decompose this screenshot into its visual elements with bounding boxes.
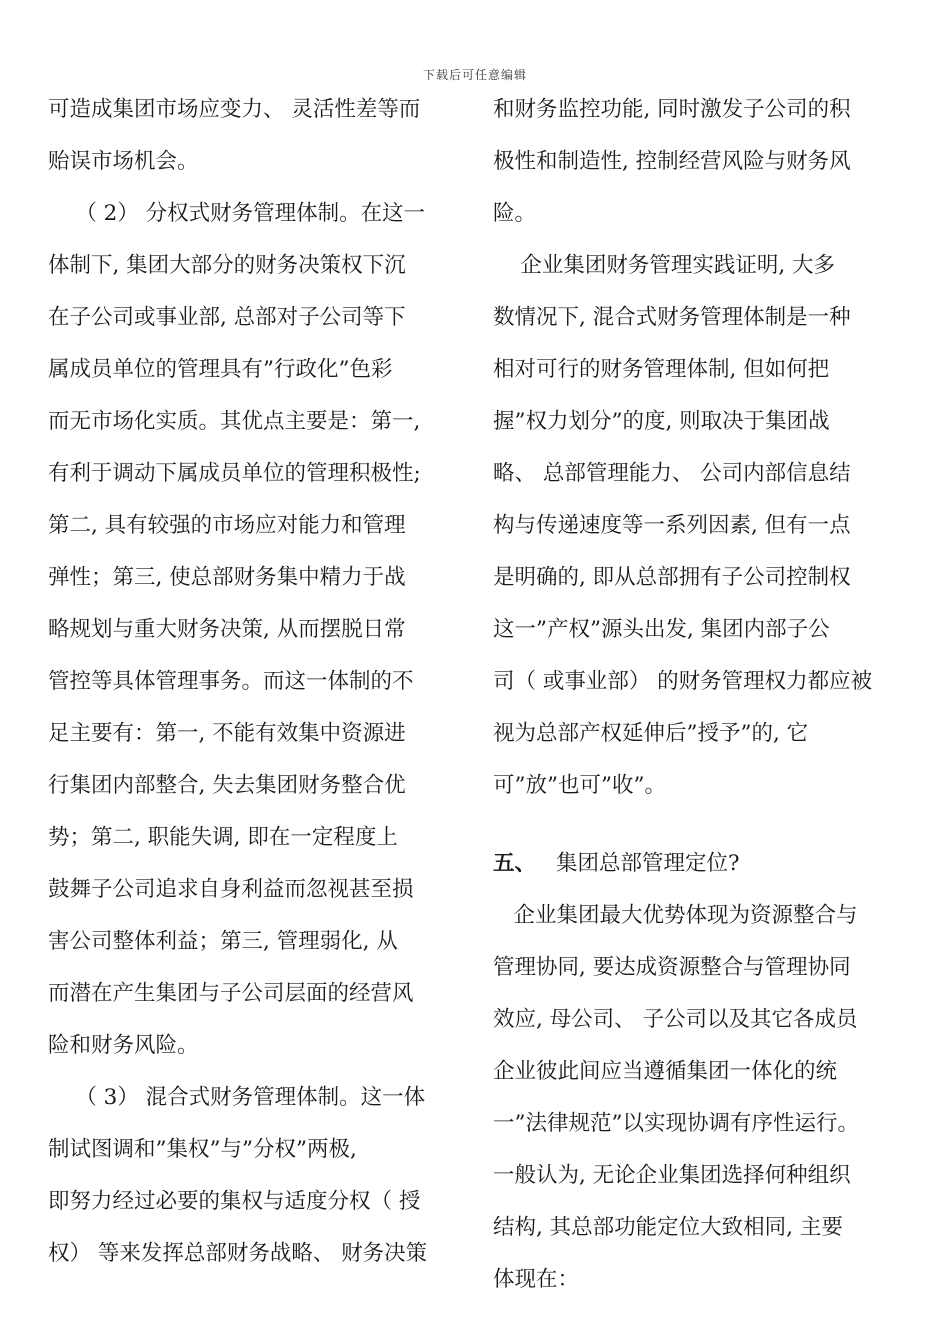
text-line: 势；第二, 职能失调, 即在一定程度上 — [48, 825, 398, 850]
left-column — [48, 84, 456, 1280]
text-line: 可造成集团市场应变力、 灵活性差等而 — [48, 97, 421, 122]
text-line: 企业彼此间应当遵循集团一体化的统 — [493, 1059, 838, 1084]
text-line: 属成员单位的管理具有”行政化”色彩 — [48, 357, 393, 382]
text-line: 害公司整体利益；第三, 管理弱化, 从 — [48, 929, 398, 954]
text-line: 可”放”也可”收”。 — [493, 773, 666, 798]
text-line: 这一”产权”源头出发, 集团内部子公 — [493, 617, 830, 642]
text-line: 有利于调动下属成员单位的管理积极性; — [48, 461, 421, 486]
text-line: 而无市场化实质。其优点主要是：第一, — [48, 409, 421, 434]
text-line: 效应, 母公司、 子公司以及其它各成员 — [493, 1007, 858, 1032]
text-line: 贻误市场机会。 — [48, 149, 199, 174]
text-line: 鼓舞子公司追求自身利益而忽视甚至损 — [48, 877, 414, 902]
text-line: 是明确的, 即从总部拥有子公司控制权 — [493, 565, 851, 590]
text-line: 数情况下, 混合式财务管理体制是一种 — [493, 305, 851, 330]
text-line: 第二, 具有较强的市场应对能力和管理 — [48, 513, 406, 538]
text-line: 握”权力划分”的度, 则取决于集团战 — [493, 409, 830, 434]
text-line: 司（ 或事业部） 的财务管理权力都应被 — [493, 669, 873, 694]
text-line: 弹性；第三, 使总部财务集中精力于战 — [48, 565, 406, 590]
text-line: 相对可行的财务管理体制, 但如何把 — [493, 357, 830, 382]
text-line: 略规划与重大财务决策, 从而摆脱日常 — [48, 617, 406, 642]
text-line: 在子公司或事业部, 总部对子公司等下 — [48, 305, 406, 330]
text-line: 结构, 其总部功能定位大致相同, 主要 — [493, 1215, 843, 1240]
text-line: 一”法律规范”以实现协调有序性运行。 — [493, 1111, 859, 1136]
text-line: 略、 总部管理能力、 公司内部信息结 — [493, 461, 851, 486]
text-line: 构与传递速度等一系列因素, 但有一点 — [493, 513, 851, 538]
text-line: 而潜在产生集团与子公司层面的经营风 — [48, 981, 414, 1006]
section-heading — [493, 838, 903, 890]
text-line: 体制下, 集团大部分的财务决策权下沉 — [48, 253, 406, 278]
text-line: 权） 等来发挥总部财务战略、 财务决策 — [48, 1241, 428, 1266]
text-line: 企业集团财务管理实践证明, 大多 — [493, 253, 836, 278]
text-line: （ 2） 分权式财务管理体制。在这一 — [48, 201, 426, 226]
text-line: 极性和制造性, 控制经营风险与财务风 — [493, 149, 851, 174]
text-line: 即努力经过必要的集权与适度分权（ 授 — [48, 1189, 421, 1214]
text-line: 制试图调和”集权”与”分权”两极, — [48, 1137, 357, 1162]
text-line: 和财务监控功能, 同时激发子公司的积 — [493, 97, 851, 122]
text-line: 险。 — [493, 201, 537, 226]
text-line: 一般认为, 无论企业集团选择何种组织 — [493, 1163, 851, 1188]
section-number: 五、 — [493, 851, 537, 876]
page-header: 下载后可任意编辑 — [422, 68, 527, 82]
section-title: 集团总部管理定位? — [556, 851, 740, 876]
text-line: 足主要有：第一, 不能有效集中资源进 — [48, 721, 406, 746]
text-line: （ 3） 混合式财务管理体制。这一体 — [48, 1085, 426, 1110]
right-column — [493, 84, 903, 1306]
text-line: 行集团内部整合, 失去集团财务整合优 — [48, 773, 406, 798]
text-line: 险和财务风险。 — [48, 1033, 199, 1058]
text-line: 企业集团最大优势体现为资源整合与 — [493, 903, 858, 928]
text-line: 管控等具体管理事务。而这一体制的不 — [48, 669, 414, 694]
text-line: 体现在： — [493, 1267, 580, 1292]
text-line: 视为总部产权延伸后”授予”的, 它 — [493, 721, 809, 746]
text-line: 管理协同, 要达成资源整合与管理协同 — [493, 955, 851, 980]
